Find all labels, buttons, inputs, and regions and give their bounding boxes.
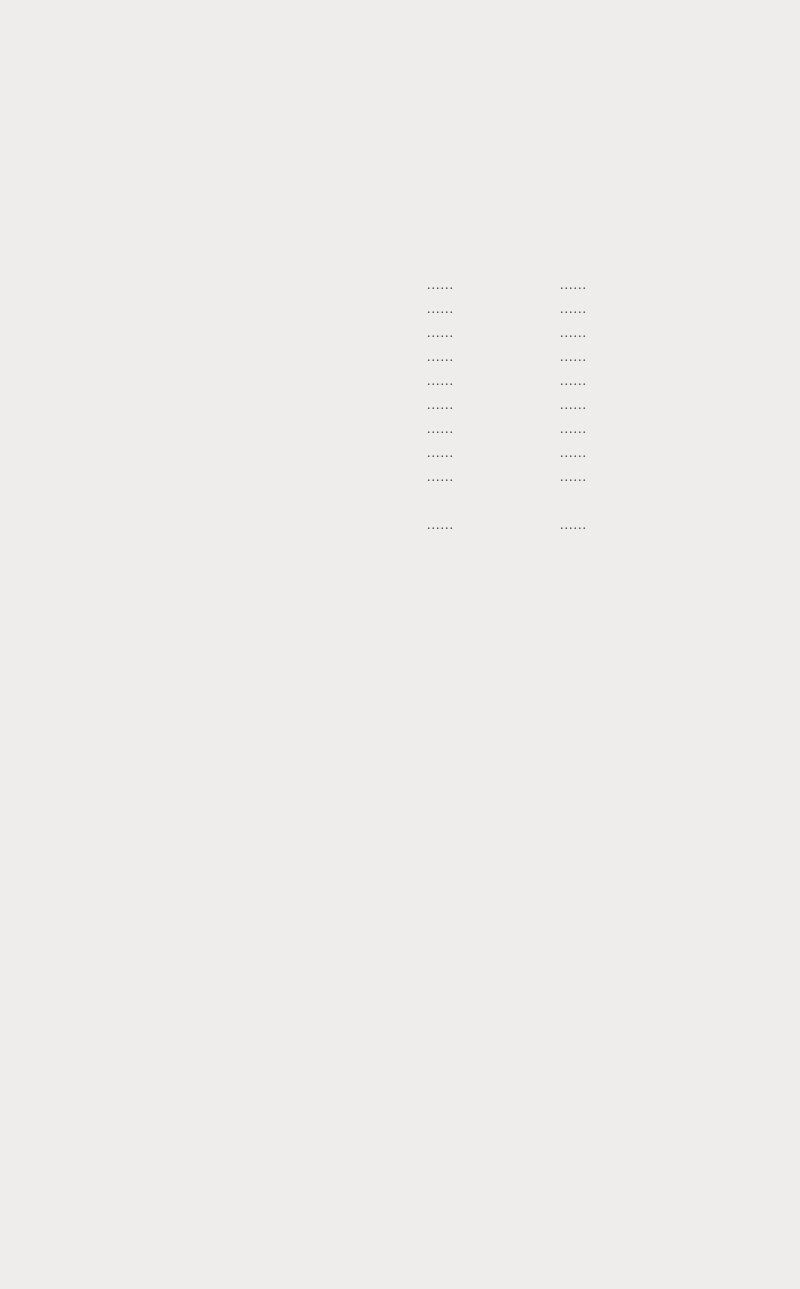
method-item-a — [132, 112, 140, 137]
row-label — [66, 416, 74, 441]
separator-dots: ...... — [560, 422, 587, 437]
separator-dots: ...... — [560, 278, 587, 293]
row-label — [66, 296, 74, 321]
row-label — [66, 272, 74, 297]
row-label — [104, 512, 112, 537]
separator-dots: ...... — [427, 446, 454, 461]
separator-dots: ...... — [427, 326, 454, 341]
row-label — [66, 440, 74, 465]
method-item-c — [132, 168, 140, 193]
separator-dots: ...... — [560, 518, 587, 533]
separator-dots: ...... — [427, 422, 454, 437]
separator-dots: ...... — [427, 350, 454, 365]
separator-dots: ...... — [560, 350, 587, 365]
separator-dots: ...... — [427, 374, 454, 389]
separator-dots: ...... — [560, 470, 587, 485]
row-label — [66, 464, 74, 489]
separator-dots: ...... — [427, 518, 454, 533]
row-label — [66, 344, 74, 369]
row-label — [66, 368, 74, 393]
row-label — [66, 320, 74, 345]
separator-dots: ...... — [560, 302, 587, 317]
separator-dots: ...... — [427, 470, 454, 485]
separator-dots: ...... — [560, 374, 587, 389]
separator-dots: ...... — [560, 326, 587, 341]
method-item-b — [132, 140, 140, 165]
separator-dots: ...... — [427, 398, 454, 413]
separator-dots: ...... — [427, 278, 454, 293]
separator-dots: ...... — [427, 302, 454, 317]
separator-dots: ...... — [560, 398, 587, 413]
separator-dots: ...... — [560, 446, 587, 461]
row-label — [66, 392, 74, 417]
